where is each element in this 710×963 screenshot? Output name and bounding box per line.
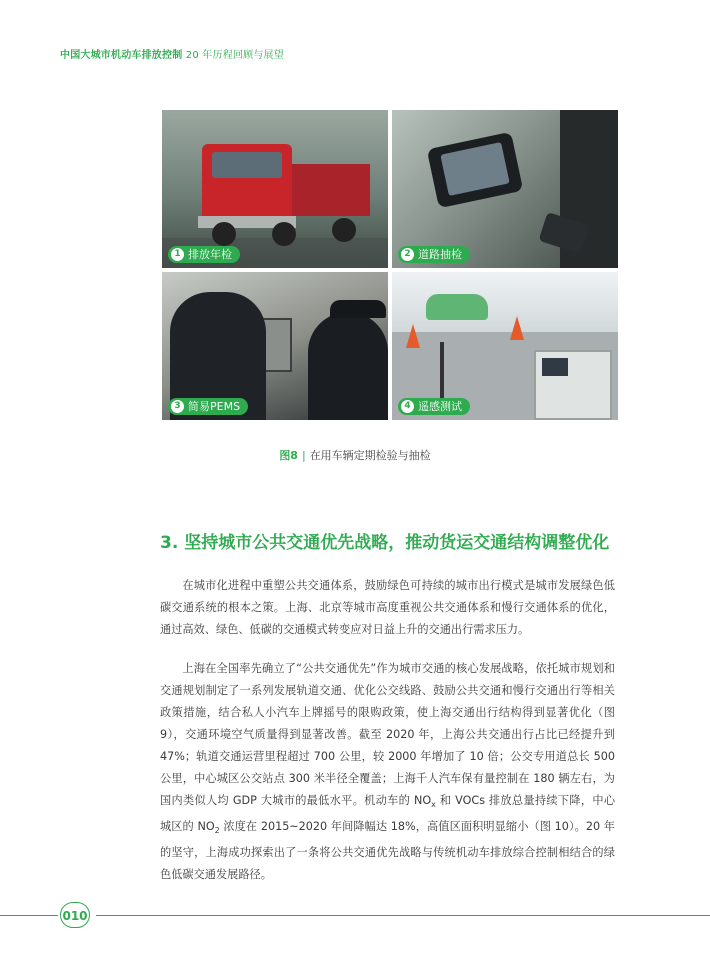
paragraph-2-part-c: 浓度在 2015~2020 年间降幅达 18%，高值区面积明显缩小（图 10）。20 年的坚守，上海成功探索出了一条将公共交通优先战略与传统机动车排放综合控制相结合的绿色低碳交通发展路径。 xyxy=(160,820,615,882)
badge-label: 简易PEMS xyxy=(188,400,241,413)
paragraph-2-part-b: 和 VOCs 排放总量持续下降，中心城区的 NO xyxy=(160,794,616,834)
badge-label: 道路抽检 xyxy=(418,248,462,261)
figure-caption xyxy=(0,447,710,463)
section-heading: 3. 坚持城市公共交通优先战略，推动货运交通结构调整优化 xyxy=(160,533,610,553)
footer-rule-left xyxy=(0,915,58,916)
badge-label: 排放年检 xyxy=(188,248,232,261)
page-number: 010 xyxy=(60,902,90,928)
paragraph-2 xyxy=(160,658,615,886)
badge-number: 4 xyxy=(401,400,414,413)
footer-rule-right xyxy=(96,915,710,916)
photo-badge-3 xyxy=(168,398,248,415)
truck-photo xyxy=(162,110,388,268)
subscript-2: 2 xyxy=(214,826,220,836)
photo-badge-2 xyxy=(398,246,470,263)
badge-label: 遥感测试 xyxy=(418,400,462,413)
paragraph-2-part-a: 上海在全国率先确立了“公共交通优先”作为城市交通的核心发展战略，依托城市规划和交通规划制定了一系列发展轨道交通、优化公交线路、鼓励公共交通和慢行交通出行等相关政策措施，结合私人小汽车上牌摇号的限购政策，使上海交通出行结构得到显著优化（图 9），交通环境空气质量得到显著改善。截至 2020 年，上海公共交通出行占比已经提升到 47%；轨道交通运营里程超过 700 公里，较 2000 年增加了 10 倍；公交专用道总长 500 公里，中心城区公交站点 300 米半径全覆盖；上海千人汽车保有量控制在 180 辆左右，为国内类似人均 GDP 大城市的最低水平。机动车的 NO xyxy=(160,662,615,807)
photo-badge-4 xyxy=(398,398,470,415)
badge-number: 3 xyxy=(171,400,184,413)
running-head xyxy=(60,46,284,61)
remote-sensing-photo xyxy=(392,272,618,420)
running-head-title: 中国大城市机动车排放控制 xyxy=(60,50,183,61)
officers-pems-photo xyxy=(162,272,388,420)
caption-separator: | xyxy=(301,449,306,462)
photo-badge-1 xyxy=(168,246,240,263)
caption-text: 在用车辆定期检验与抽检 xyxy=(309,449,431,462)
badge-number: 1 xyxy=(171,248,184,261)
figure-8-photo-grid xyxy=(162,110,618,420)
figure-number: 图8 xyxy=(279,449,298,462)
badge-number: 2 xyxy=(401,248,414,261)
tablet-inspection-photo xyxy=(392,110,618,268)
paragraph-1: 在城市化进程中重塑公共交通体系，鼓励绿色可持续的城市出行模式是城市发展绿色低碳交通系统的根本之策。上海、北京等城市高度重视公共交通体系和慢行交通体系的优化，通过高效、绿色、低碳的交通模式转变应对日益上升的交通出行需求压力。 xyxy=(160,579,615,636)
running-head-subtitle: 20 年历程回顾与展望 xyxy=(182,50,284,61)
subscript-x: x xyxy=(431,800,436,810)
